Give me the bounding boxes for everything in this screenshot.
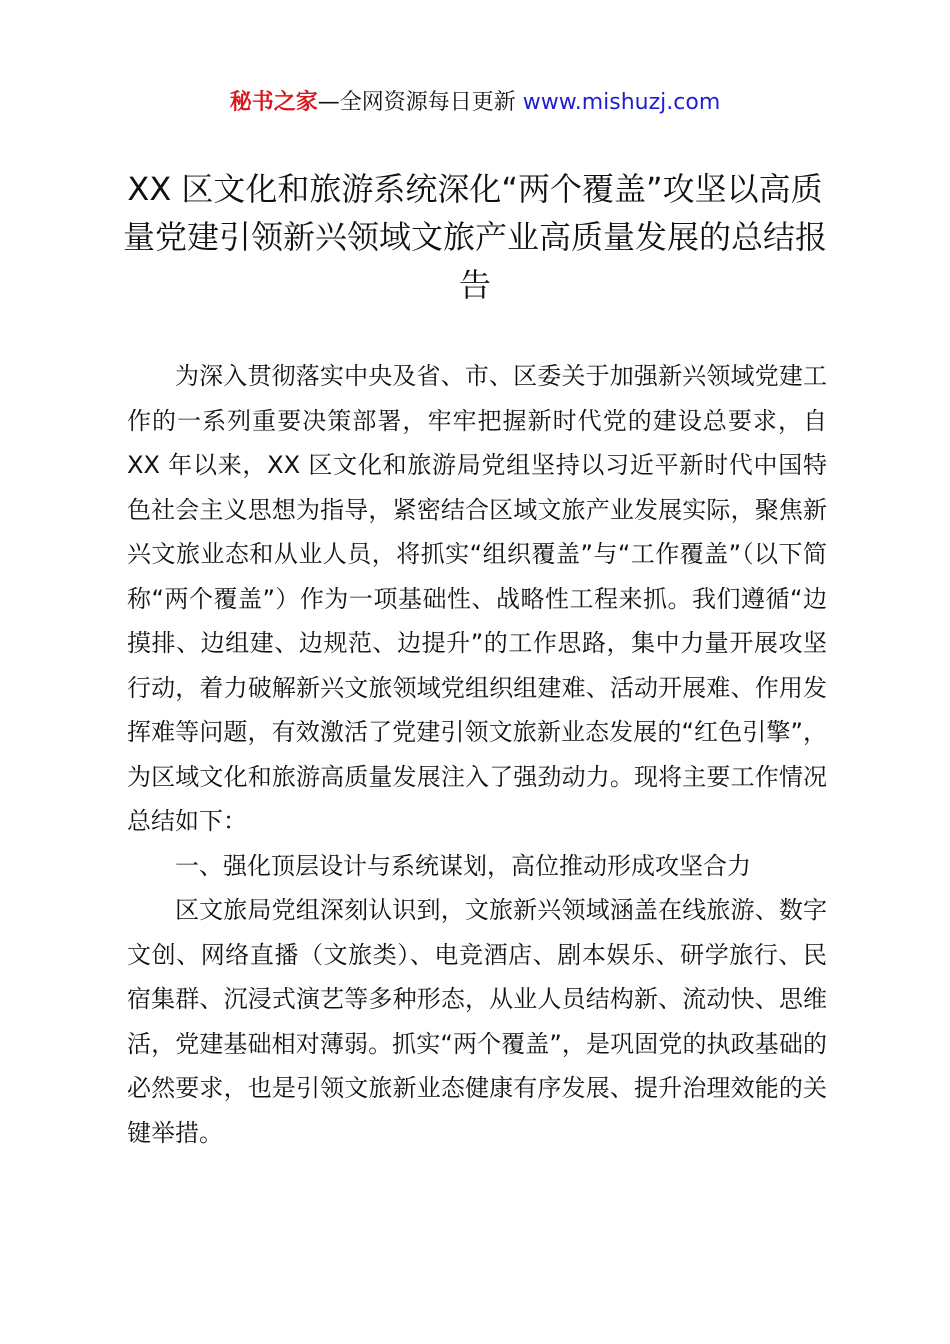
document-body xyxy=(127,354,827,1155)
section-paragraph: 区文旅局党组深刻认识到，文旅新兴领域涵盖在线旅游、数字文创、网络直播（文旅类）、电竞酒店、剧本娱乐、研学旅行、民宿集群、沉浸式演艺等多种形态，从业人员结构新、流动快、思维活，党建基础相对薄弱。抓实“两个覆盖”，是巩固党的执政基础的必然要求，也是引领文旅新业态健康有序发展、提升治理效能的关键举措。 xyxy=(127,896,827,1147)
site-tagline: —全网资源每日更新 xyxy=(317,90,523,115)
document-title: XX 区文化和旅游系统深化“两个覆盖”攻坚以高质量党建引领新兴领域文旅产业高质量发展的总结报告 xyxy=(122,170,827,304)
site-header xyxy=(0,88,950,118)
site-brand: 秘书之家 xyxy=(229,90,318,115)
intro-paragraph: 为深入贯彻落实中央及省、市、区委关于加强新兴领域党建工作的一系列重要决策部署，牢牢把握新时代党的建设总要求，自 XX 年以来，XX 区文化和旅游局党组坚持以习近平新时代中国特色社会主义思想为指导，紧密结合区域文旅产业发展实际，聚焦新兴文旅业态和从业人员，将抓实“组织覆盖”与“工作覆盖”（以下简称“两个覆盖”）作为一项基础性、战略性工程来抓。我们遵循“边摸排、边组建、边规范、边提升”的工作思路，集中力量开展攻坚行动，着力破解新兴文旅领域党组织组建难、活动开展难、作用发挥难等问题，有效激活了党建引领文旅新业态发展的“红色引擎”，为区域文化和旅游高质量发展注入了强劲动力。现将主要工作情况总结如下： xyxy=(127,362,827,835)
site-url-link[interactable]: www.mishuzj.com xyxy=(522,90,721,115)
section-heading: 一、强化顶层设计与系统谋划，高位推动形成攻坚合力 xyxy=(175,851,751,880)
